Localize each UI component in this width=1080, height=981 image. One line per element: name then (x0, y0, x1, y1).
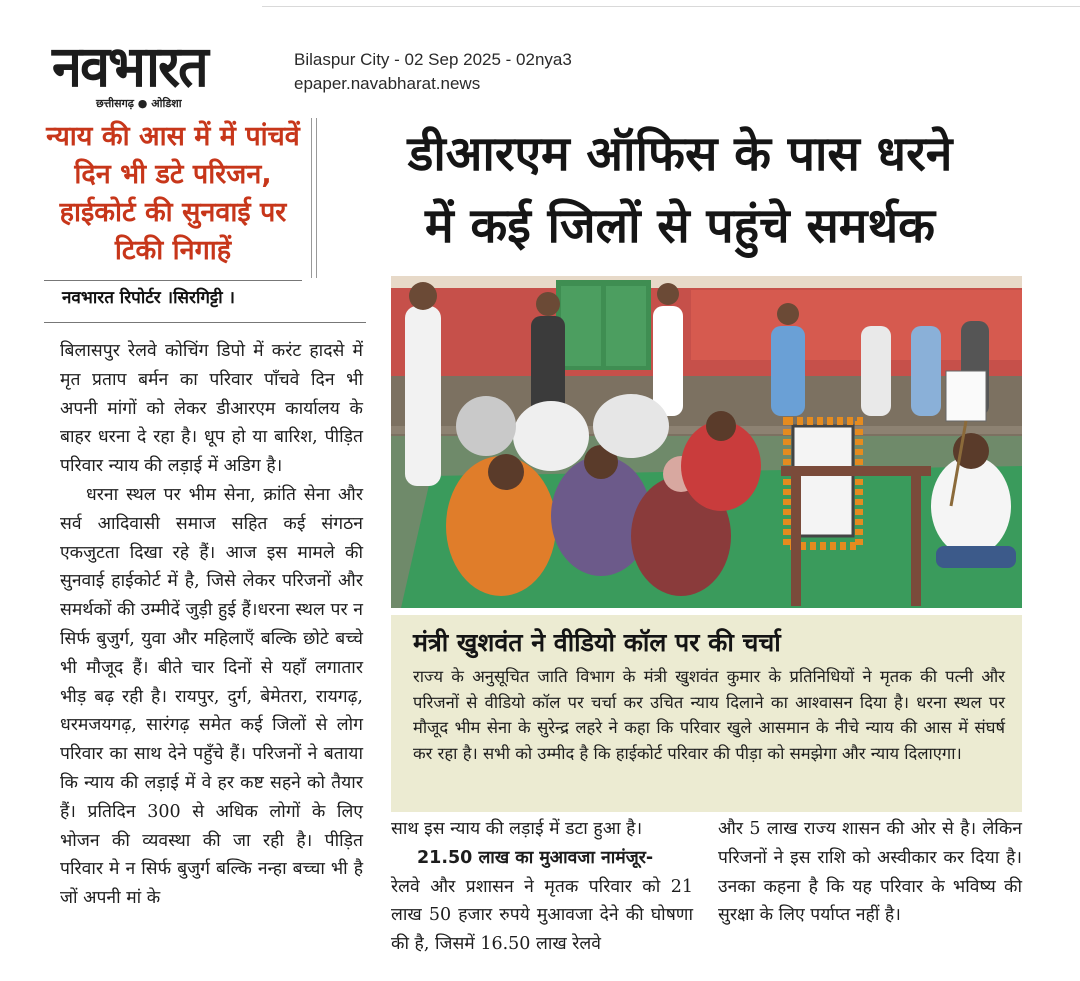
divider-top (44, 280, 302, 281)
article-column-right (718, 815, 1022, 930)
compensation-subhead: 21.50 लाख का मुआवजा नामंजूर- (417, 847, 654, 868)
edition-line: Bilaspur City - 02 Sep 2025 - 02nya3 (294, 50, 572, 69)
sidebar-box-body: राज्य के अनुसूचित जाति विभाग के मंत्री खुशवंत कुमार के प्रतिनिधियों ने मृतक की पत्नी और परिजनों से वीडियो कॉल पर चर्चा कर उचित न्याय दिलाने का आश्वासन दिया है। धरना स्थल पर मौजूद भीम सेना के सुरेन्द्र लहरे ने कहा कि परिवार खुले आसमान के नीचे न्याय की आस में संघर्ष कर रहा है। सभी को उम्मीद है कि हाईकोर्ट परिवार की पीड़ा को समझेगा और न्याय दिलाएगा। (413, 667, 1005, 763)
article-paragraph-2: धरना स्थल पर भीम सेना, क्रांति सेना और सर्व आदिवासी समाज सहित कई संगठन एकजुटता दिखा रहे हैं। आज इस मामले की सुनवाई हाईकोर्ट में है, जिसे लेकर परिजनों और समर्थकों की उम्मीदें जुड़ी हुई हैं।धरना स्थल पर न सिर्फ बुजुर्ग, युवा और महिलाएँ बल्कि छोटे बच्चे भी मौजूद हैं। बीते चार दिनों से यहाँ लगातार भीड़ बढ़ रही है। रायपुर, दुर्ग, बेमेतरा, रायगढ़, धरमजयगढ़, सारंगढ़ समेत कई जिलों से लोग परिवार का साथ देने पहुँचे हैं। परिजनों ने बताया कि न्याय की लड़ाई में वे हर कष्ट सहने को तैयार हैं। प्रतिदिन 300 से अधिक लोगों के लिए भोजन की व्यवस्था की जा रही है। पीड़ित परिवार मे न सिर्फ बुजुर्ग बल्कि नन्हा बच्चा भी है जों अपनी मां के (60, 484, 363, 909)
sidebar-box-title: मंत्री खुशवंत ने वीडियो कॉल पर की चर्चा (413, 628, 781, 657)
article-column-left (60, 337, 363, 913)
main-headline (320, 118, 1040, 262)
side-headline: न्याय की आस में में पांचवें दिन भी डटे परिजन, हाईकोर्ट की सुनवाई पर टिकी निगाहें (46, 121, 300, 266)
site-link[interactable]: epaper.navabharat.news (294, 74, 481, 93)
article-column-middle (391, 815, 693, 959)
logo-region: छत्तीसगढ़ ● ओडिशा (96, 97, 182, 110)
edition-info (294, 48, 572, 96)
sidebar-box (391, 615, 1022, 812)
newspaper-logo (44, 33, 276, 110)
protest-photo-illustration (391, 276, 1022, 608)
right-column-body: और 5 लाख राज्य शासन की ओर से है। लेकिन परिजनों ने इस राशि को अस्वीकार कर दिया है। उनका कहना है कि यह परिवार के भविष्य की सुरक्षा के लिए पर्याप्त नहीं है। (718, 819, 1022, 926)
compensation-body: रेलवे और प्रशासन ने मृतक परिवार को 21 लाख 50 हजार रुपये मुआवजा देने की घोषणा की है, जिसमें 16.50 लाख रेलवे (391, 876, 693, 955)
news-photo (391, 276, 1022, 608)
article-paragraph-1: बिलासपुर रेलवे कोचिंग डिपो में करंट हादसे में मृत प्रताप बर्मन का परिवार पाँचवे दिन भी अपनी मांगों को लेकर डीआरएम कार्यालय के बाहर धरना दे रहा है। धूप हो या बारिश, पीड़ित परिवार न्याय की लड़ाई में अडिग है। (60, 341, 363, 477)
vertical-rule (311, 118, 317, 278)
middle-continuation: साथ इस न्याय की लड़ाई में डटा हुआ है। (391, 819, 643, 839)
top-border (262, 0, 1080, 7)
main-headline-line1: डीआरएम ऑफिस के पास धरने (407, 126, 953, 182)
logo-wordmark: नवभारत (52, 33, 207, 100)
byline: नवभारत रिपोर्टर ।सिरगिट्टी । (62, 288, 235, 308)
main-headline-line2: में कई जिलों से पहुंचे समर्थक (424, 198, 936, 254)
divider-byline (44, 322, 366, 323)
